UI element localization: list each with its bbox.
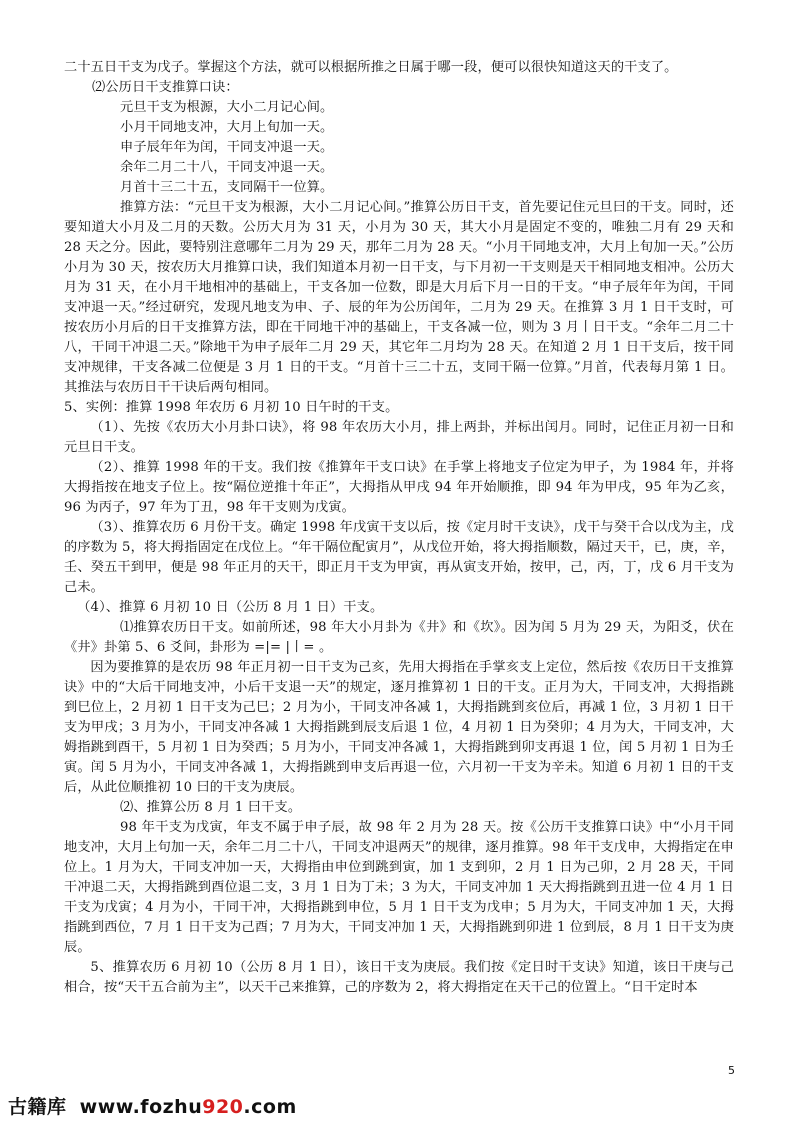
document-body	[64, 58, 734, 998]
paragraph-5-4-1: ⑴推算农历日干支。如前所述，98 年大小月卦为《井》和《坎》。因为闰 5 月为 29 天，为阳爻，伏在《井》卦第 5、6 爻间，卦形为 =|= |丨= 。	[64, 620, 734, 655]
paragraph-5-4-detail: 因为要推算的是农历 98 年正月初一日干支为己亥，先用大拇指在手掌亥支上定位，然后按《农历日干支推算诀》中的“大后干同地支冲，小后干支退一天”的规定，逐月推算初 1 日的干支。正月为大，干同支冲，大拇指跳到巳位上，2 月初 1 日干支为己巳；2 月为小，干同支冲各减 1，大拇指跳到亥位后，再减 1 位，3 月初 1 日干支为甲戌；3 月为小，干同支冲各减 1 大拇指跳到辰支后退 1 位，4 月初 1 日为癸卯；4 月为大，干同支冲，大姆指跳到酉干，5 月初 1 日为癸西；5 月为小，干同支冲各减 1，大拇指跳到卯支再退 1 位，闰 5 月初 1 日为壬寅。闰 5 月为小，干同支冲各减 1，大拇指跳到申支后再退一位，六月初一干支为辛未。知道 6 月初 1 日的干支后，从此位顺推初 10 曰的干支为庚辰。	[64, 660, 734, 795]
verse-line: 元旦干支为根源，大小二月记心间。	[120, 100, 334, 115]
formula-verse	[64, 98, 734, 198]
site-footer	[8, 1092, 297, 1119]
verse-line: 小月干同地支冲，大月上旬加一天。	[120, 120, 334, 135]
paragraph-5-3: （3）、推算农历 6 月份干支。确定 1998 年戊寅干支以后，按《定月时干支诀》，戊干与癸干合以戊为主，戊的序数为 5，将大拇指固定在戊位上。“年干隔位配寅月”，从戊位开始，将大拇指顺数，隔过天干，已，庚，辛，壬、癸五干到甲，便是 98 年正月的天干，即正月干支为甲寅，再从寅支开始，按甲，己，丙，丁，戊 6 月干支为己未。	[64, 520, 734, 595]
site-url[interactable]: www.fozhu920.com	[79, 1096, 297, 1118]
paragraph-5-1: （1）、先按《农历大小月卦口诀》，将 98 年农历大小月，排上两卦，并标出闰月。同时，记住正月初一日和元旦日干支。	[64, 420, 734, 455]
paragraph-5-4: （4）、推算 6 月初 10 日（公历 8 月 1 日）干支。	[77, 600, 384, 615]
heading-solar-day-formula: ⑵公历日干支推算口诀：	[92, 80, 239, 95]
paragraph-5-4-2-detail: 98 年干支为戊寅，年支不属于申子辰，故 98 年 2 月为 28 天。按《公历干支推算口诀》中“小月干同地支冲，大月上句加一天，余年二月二十八，干同支冲退两天”的规律，逐月推算。98 年干支戊申，大拇指定在申位上。1 月为大，干同支冲加一天，大拇指由申位到跳到寅，加 1 支到卯，2 月 1 日为己卯，2 月 28 天，干同干冲退二天，大拇指跳到酉位退二支，3 月 1 日为丁未；3 为大，干同支冲加 1 天大拇指跳到丑进一位 4 月 1 日干支为戊寅；4 月为小，干同干冲，大拇指跳到申位，5 月 1 日干支为戊申；5 月为大，干同支冲加 1 天，大拇指跳到西位，7 月 1 日干支为己酉；7 月为大，干同支冲加 1 天，大拇指跳到卯进 1 位到辰，8 月 1 日干支为庚辰。	[64, 820, 734, 955]
verse-line: 申子辰年年为闰，干同支冲退一天。	[120, 140, 334, 155]
paragraph-5-2: （2）、推算 1998 年的干支。我们按《推算年干支口诀》在手掌上将地支子位定为甲子，为 1984 年，并将大拇指按在地支子位上。按“隔位逆推十年正”，大拇指从甲戌 94 年开始顺推，即 94 年为甲戌，95 年为乙亥，96 为丙子，97 年为丁丑，98 年干支则为戊寅。	[64, 460, 734, 515]
section-heading-5: 5、实例：推算 1998 年农历 6 月初 10 日午时的干支。	[64, 400, 399, 415]
paragraph-intro: 二十五日干支为戊子。掌握这个方法，就可以根据所推之日属于哪一段，便可以很快知道这天的干支了。	[64, 60, 678, 75]
site-name: 古籍库	[8, 1096, 67, 1118]
paragraph-5-5: 5、推算农历 6 月初 10（公历 8 月 1 日），该日干支为庚辰。我们按《定日时干支诀》知道，该日干庚与己相合，按“天干五合前为主”，以天干己来推算，己的序数为 2，将大拇指定在天干己的位置上。“日干定时本	[64, 960, 734, 995]
page-number: 5	[728, 1064, 735, 1077]
verse-line: 余年二月二十八，干同支冲退一天。	[120, 160, 334, 175]
paragraph-5-4-2: ⑵、推算公历 8 月 1 曰干支。	[120, 800, 302, 815]
paragraph-method: 推算方法：“元旦干支为根源，大小二月记心间。”推算公历日干支，首先要记住元旦曰的干支。同时，还要知道大小月及二月的天数。公历大月为 31 天，小月为 30 天，其大小月是固定不变的，唯独二月有 29 天和 28 天之分。因此，要特别注意哪年二月为 29 天，那年二月为 28 天。“小月干同地支冲，大月上旬加一天。”公历小月为 30 天，按农历大月推算口诀，我们知道本月初一日干支，与下月初一干支则是天干相同地支相冲。公历大月为 31 天，在小月干地相冲的基础上，干支各加一位数，即是大月后下月一日的干支。“申子辰年年为闰，干同支冲退一天。”经过研究，发现凡地支为申、子、辰的年为公历闰年，二月为 29 天。在推算 3 月 1 日干支时，可按农历小月后的日干支推算方法，即在干同地干冲的基础上，干支各减一位，则为 3 月丨日干支。“余年二月二十八，干同干冲退二天。”除地干为申子辰年二月 29 天，其它年二月均为 28 天。在知道 2 月 1 日干支后，按干同支冲规律，干支各减二位便是 3 月 1 日的干支。“月首十三二十五，支同干隔一位算。”月首，代表每月第 1 日。其推法与农历日干干诀后两句相同。	[64, 200, 734, 395]
verse-line: 月首十三二十五，支同隔干一位算。	[120, 180, 334, 195]
